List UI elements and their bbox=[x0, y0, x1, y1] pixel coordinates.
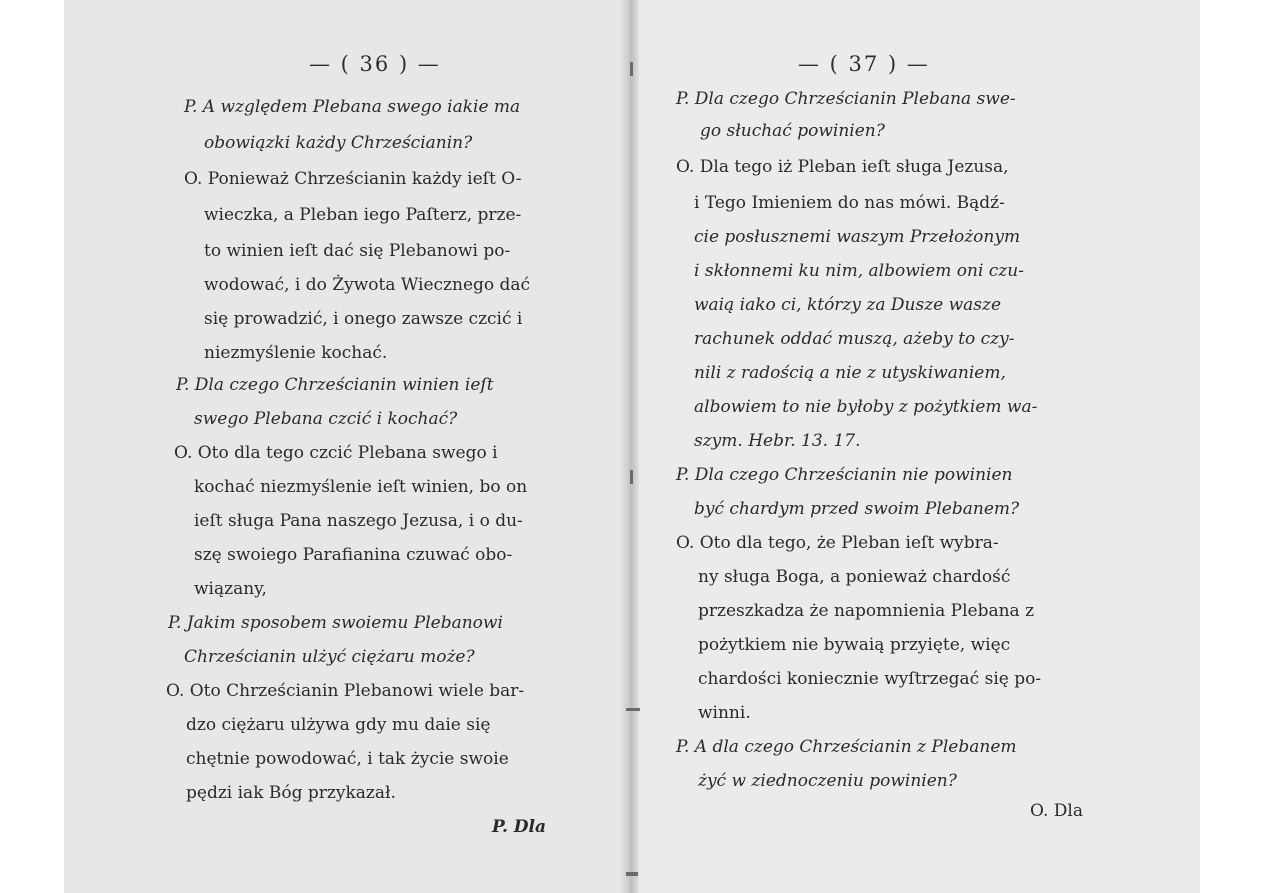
text-line: winni. bbox=[698, 703, 751, 723]
text-line: ieſt sługa Pana naszego Jezusa, i o du- bbox=[194, 511, 523, 531]
text-line: szym. Hebr. 13. 17. bbox=[694, 431, 861, 451]
text-line: obowiązki każdy Chrześcianin? bbox=[204, 133, 473, 153]
text-line: być chardym przed swoim Plebanem? bbox=[694, 499, 1020, 519]
text-line: O. Oto dla tego czcić Plebana swego i bbox=[174, 443, 498, 463]
catchword-right: O. Dla bbox=[1030, 801, 1083, 821]
text-line: albowiem to nie byłoby z pożytkiem wa- bbox=[694, 397, 1038, 417]
text-line: nili z radością a nie z utyskiwaniem, bbox=[694, 363, 1006, 383]
text-line: P. Dla czego Chrześcianin Plebana swe- bbox=[676, 89, 1016, 109]
text-line: waią iako ci, którzy za Dusze wasze bbox=[694, 295, 1002, 315]
text-line: się prowadzić, i onego zawsze czcić i bbox=[204, 309, 523, 329]
text-line: chętnie powodować, i tak życie swoie bbox=[186, 749, 509, 769]
text-line: wiązany, bbox=[194, 579, 267, 599]
text-line: P. Jakim sposobem swoiemu Plebanowi bbox=[168, 613, 503, 633]
binding-mark bbox=[630, 470, 633, 484]
text-line: to winien ieſt dać się Plebanowi po- bbox=[204, 241, 511, 261]
binding-mark bbox=[630, 62, 633, 76]
text-line: go słuchać powinien? bbox=[700, 121, 885, 141]
text-line: O. Ponieważ Chrześcianin każdy ieſt O- bbox=[184, 169, 522, 189]
text-line: Chrześcianin ulżyć ciężaru może? bbox=[184, 647, 475, 667]
text-line: kochać niezmyślenie ieſt winien, bo on bbox=[194, 477, 528, 497]
text-line: cie posłusznemi waszym Przełożonym bbox=[694, 227, 1021, 247]
text-line: rachunek oddać muszą, ażeby to czy- bbox=[694, 329, 1015, 349]
text-line: chardości koniecznie wyſtrzegać się po- bbox=[698, 669, 1042, 689]
book-gutter bbox=[621, 0, 639, 893]
text-line: O. Oto dla tego, że Pleban ieſt wybra- bbox=[676, 533, 999, 553]
text-line: żyć w ziednoczeniu powinien? bbox=[698, 771, 957, 791]
text-line: i skłonnemi ku nim, albowiem oni czu- bbox=[694, 261, 1024, 281]
binding-mark bbox=[626, 872, 638, 876]
text-line: pędzi iak Bóg przykazał. bbox=[186, 783, 396, 803]
right-page bbox=[630, 0, 1200, 893]
open-book bbox=[64, 0, 1200, 893]
text-line: niezmyślenie kochać. bbox=[204, 343, 388, 363]
text-line: P. Dla czego Chrześcianin winien ieſt bbox=[176, 375, 494, 395]
text-line: swego Plebana czcić i kochać? bbox=[194, 409, 458, 429]
text-line: szę swoiego Parafianina czuwać obo- bbox=[194, 545, 513, 565]
text-line: P. A dla czego Chrześcianin z Plebanem bbox=[676, 737, 1017, 757]
text-line: pożytkiem nie bywaią przyięte, więc bbox=[698, 635, 1011, 655]
text-line: ny sługa Boga, a ponieważ chardość bbox=[698, 567, 1011, 587]
text-line: wodować, i do Żywota Wiecznego dać bbox=[204, 275, 531, 295]
text-line: P. A względem Plebana swego iakie ma bbox=[184, 97, 521, 117]
text-line: przeszkadza że napomnienia Plebana z bbox=[698, 601, 1035, 621]
text-line: i Tego Imieniem do nas mówi. Bądź- bbox=[694, 193, 1005, 213]
text-line: wieczka, a Pleban iego Paſterz, prze- bbox=[204, 205, 522, 225]
catchword-left: P. Dla bbox=[492, 817, 547, 837]
page-number-left: — ( 36 ) — bbox=[309, 52, 441, 76]
text-line: O. Oto Chrześcianin Plebanowi wiele bar- bbox=[166, 681, 525, 701]
left-page bbox=[64, 0, 630, 893]
page-number-right: — ( 37 ) — bbox=[798, 52, 930, 76]
binding-mark bbox=[626, 708, 640, 711]
text-line: P. Dla czego Chrześcianin nie powinien bbox=[676, 465, 1013, 485]
text-line: dzo ciężaru ulżywa gdy mu daie się bbox=[186, 715, 491, 735]
text-line: O. Dla tego iż Pleban ieſt sługa Jezusa, bbox=[676, 157, 1009, 177]
